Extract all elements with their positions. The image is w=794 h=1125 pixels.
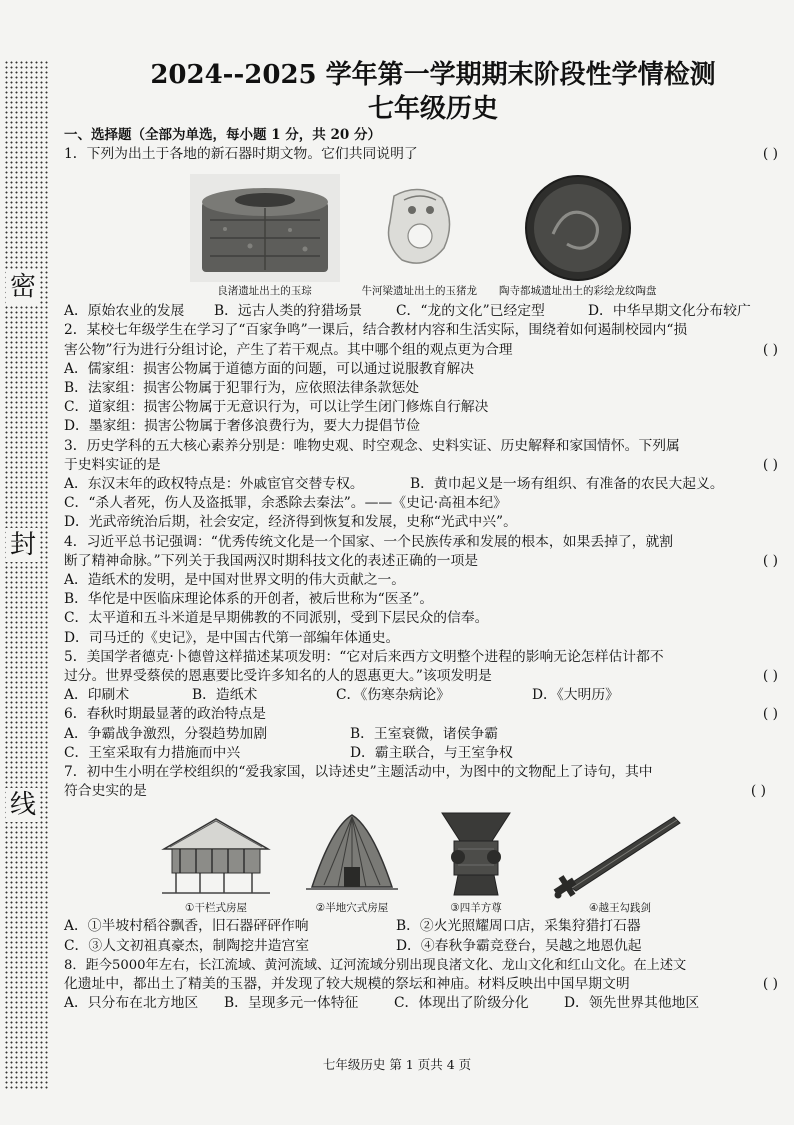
question-1-images — [64, 174, 782, 298]
answer-bracket: ( ) — [762, 552, 778, 569]
question-1-option-b[interactable]: B．远古人类的狩猎场景 — [214, 303, 363, 320]
question-5-option-b[interactable]: B．造纸术 — [192, 687, 258, 704]
binding-char-feng: 封 — [6, 528, 40, 562]
four-ram-zun-caption: ③四羊方尊 — [450, 902, 502, 915]
question-7-option-b[interactable]: B．②火光照耀周口店，采集狩猎打石器 — [396, 918, 641, 935]
question-3-stem-line2 — [64, 456, 782, 475]
stilt-house-figure — [156, 807, 276, 915]
question-7-images — [64, 807, 782, 915]
question-3-option-b[interactable]: B．黄巾起义是一场有组织、有准备的农民大起义。 — [410, 476, 724, 493]
question-8-options — [64, 994, 782, 1013]
dragon-plate-figure — [499, 174, 657, 298]
question-8-option-b[interactable]: B．呈现多元一体特征 — [224, 995, 359, 1012]
question-2-option-c[interactable]: C．道家组：损害公物属于无意识行为，可以让学生闭门修炼自行解决 — [64, 399, 489, 416]
answer-bracket: ( ) — [762, 341, 778, 358]
question-5-option-a[interactable]: A．印刷术 — [64, 687, 130, 704]
dragon-plate-caption: 陶寺都城遗址出土的彩绘龙纹陶盘 — [499, 285, 657, 298]
jade-cong-caption: 良渚遗址出土的玉琮 — [217, 285, 312, 298]
question-8-option-c[interactable]: C．体现出了阶级分化 — [394, 995, 529, 1012]
question-5-text: 过分。世界受蔡侯的恩惠要比受许多知名的人的恩惠更大。”该项发明是 — [64, 668, 492, 685]
question-1-option-a[interactable]: A．原始农业的发展 — [64, 303, 185, 320]
question-8-option-a[interactable]: A．只分布在北方地区 — [64, 995, 199, 1012]
jade-pig-dragon-image — [364, 174, 474, 282]
pit-house-caption: ②半地穴式房屋 — [315, 902, 389, 915]
goujian-sword-image — [550, 807, 690, 899]
question-7-stem-line2 — [64, 782, 782, 801]
question-7-options-ab — [64, 917, 782, 936]
question-2-stem-line1: 2．某校七年级学生在学习了“百家争鸣”一课后，结合教材内容和生活实际，围绕着如何遏制校园内“损 — [64, 322, 688, 339]
answer-bracket: ( ) — [762, 668, 778, 685]
question-1-options — [64, 302, 782, 321]
dragon-plate-image — [503, 174, 653, 282]
question-5-option-d[interactable]: D．《大明历》 — [532, 687, 619, 704]
question-4-option-b[interactable]: B．华佗是中医临床理论体系的开创者，被后世称为“医圣”。 — [64, 591, 434, 608]
pit-house-image — [302, 807, 402, 899]
pit-house-figure — [302, 807, 402, 915]
stilt-house-caption: ①干栏式房屋 — [185, 902, 247, 915]
question-3-option-a[interactable]: A．东汉末年的政权特点是：外戚宦官交替专权。 — [64, 476, 364, 493]
jade-pig-dragon-caption: 牛河梁遗址出土的玉猪龙 — [361, 285, 477, 298]
question-3-text: 于史料实证的是 — [64, 456, 161, 473]
answer-bracket: ( ) — [762, 976, 778, 993]
jade-cong-figure — [190, 174, 340, 298]
exam-title: 2024--2025 学年第一学期期末阶段性学情检测 — [150, 60, 716, 90]
question-8-stem-line1: 8．距今5000年左右，长江流域、黄河流域、辽河流域分别出现良渚文化、龙山文化和红山文化。在上述文 — [64, 957, 687, 973]
question-7-option-a[interactable]: A．①半坡村稻谷飘香，旧石器砰砰作响 — [64, 918, 309, 935]
question-2-option-a[interactable]: A．儒家组：损害公物属于道德方面的问题，可以通过说服教育解决 — [64, 360, 475, 377]
exam-subtitle: 七年级历史 — [367, 94, 498, 124]
binding-char-mi: 密 — [6, 270, 40, 304]
binding-char-xian: 线 — [6, 788, 40, 822]
jade-cong-image — [190, 174, 340, 282]
binding-strip — [4, 60, 48, 1090]
question-4-option-c[interactable]: C．太平道和五斗米道是早期佛教的不同派别，受到下层民众的信奉。 — [64, 610, 489, 627]
question-8-text: 化遗址中，都出土了精美的玉器，并发现了较大规模的祭坛和神庙。材料反映出中国早期文明 — [64, 976, 630, 993]
question-3-options-ab — [64, 475, 782, 494]
question-6-option-d[interactable]: D．霸主联合，与王室争权 — [350, 744, 513, 761]
goujian-sword-figure — [550, 807, 690, 915]
question-3-option-d[interactable]: D．光武帝统治后期，社会安定，经济得到恢复和发展，史称“光武中兴”。 — [64, 514, 517, 531]
four-ram-zun-figure — [428, 807, 524, 915]
question-2-text: 害公物”行为进行分组讨论，产生了若干观点。其中哪个组的观点更为合理 — [64, 341, 513, 358]
answer-bracket: ( ) — [762, 456, 778, 473]
question-5-stem-line2 — [64, 667, 782, 686]
question-6-stem — [64, 705, 782, 724]
question-1-stem — [64, 145, 782, 164]
question-6-text: 6．春秋时期最显著的政治特点是 — [64, 706, 266, 723]
question-2-stem-line2 — [64, 341, 782, 360]
question-6-options-cd — [64, 744, 782, 763]
question-7-text: 符合史实的是 — [64, 783, 147, 800]
question-6-options-ab — [64, 725, 782, 744]
question-7-option-d[interactable]: D．④春秋争霸竞登台，吴越之地恩仇起 — [396, 937, 642, 954]
goujian-sword-caption: ④越王勾践剑 — [589, 902, 651, 915]
question-1-option-c[interactable]: C．“龙的文化”已经定型 — [396, 303, 545, 320]
section-heading: 一、选择题（全部为单选，每小题 1 分，共 20 分） — [64, 127, 381, 143]
question-4-option-d[interactable]: D．司马迁的《史记》，是中国古代第一部编年体通史。 — [64, 629, 400, 646]
question-7-stem-line1: 7．初中生小明在学校组织的“爱我家国，以诗述史”主题活动中，为图中的文物配上了诗句，其中 — [64, 764, 653, 781]
question-3-option-c[interactable]: C．“杀人者死，伤人及盗抵罪，余悉除去秦法”。——《史记·高祖本纪》 — [64, 495, 507, 512]
question-8-option-d[interactable]: D．领先世界其他地区 — [564, 995, 700, 1012]
question-6-option-c[interactable]: C．王室采取有力措施而中兴 — [64, 744, 241, 761]
exam-page — [64, 58, 782, 1014]
answer-bracket: ( ) — [762, 146, 778, 162]
question-5-stem-line1: 5．美国学者德克·卜德曾这样描述某项发明：“它对后来西方文明整个进程的影响无论怎样估计都不 — [64, 648, 664, 665]
question-4-text: 断了精神命脉。”下列关于我国两汉时期科技文化的表述正确的一项是 — [64, 552, 479, 569]
answer-bracket: ( ) — [762, 706, 778, 723]
question-2-option-d[interactable]: D．墨家组：损害公物属于奢侈浪费行为，要大力提倡节俭 — [64, 418, 420, 435]
question-4-stem-line2 — [64, 552, 782, 571]
question-3-stem-line1: 3．历史学科的五大核心素养分别是：唯物史观、时空观念、史料实证、历史解释和家国情怀。下列属 — [64, 437, 680, 454]
question-6-option-a[interactable]: A．争霸战争激烈，分裂趋势加剧 — [64, 725, 268, 742]
jade-pig-dragon-figure — [362, 174, 478, 298]
page-footer: 七年级历史 第 1 页共 4 页 — [322, 1057, 472, 1072]
question-5-options — [64, 686, 782, 705]
question-7-option-c[interactable]: C．③人文初祖真豪杰，制陶挖井造宫室 — [64, 937, 310, 954]
question-2-option-b[interactable]: B．法家组：损害公物属于犯罪行为，应依照法律条款惩处 — [64, 380, 420, 397]
question-6-option-b[interactable]: B．王室衰微，诸侯争霸 — [350, 725, 499, 742]
question-4-option-a[interactable]: A．造纸术的发明，是中国对世界文明的伟大贡献之一。 — [64, 572, 406, 589]
question-1-option-d[interactable]: D．中华早期文化分布较广 — [588, 303, 751, 320]
four-ram-zun-image — [428, 807, 524, 899]
question-8-stem-line2 — [64, 975, 782, 994]
question-1-text: 1．下列为出土于各地的新石器时期文物。它们共同说明了 — [64, 146, 418, 162]
question-5-option-c[interactable]: C．《伤寒杂病论》 — [336, 687, 451, 704]
question-7-options-cd — [64, 937, 782, 956]
answer-bracket: ( ) — [750, 783, 766, 800]
stilt-house-image — [156, 807, 276, 899]
question-4-stem-line1: 4．习近平总书记强调：“优秀传统文化是一个国家、一个民族传承和发展的根本，如果丢掉了，就割 — [64, 533, 674, 550]
